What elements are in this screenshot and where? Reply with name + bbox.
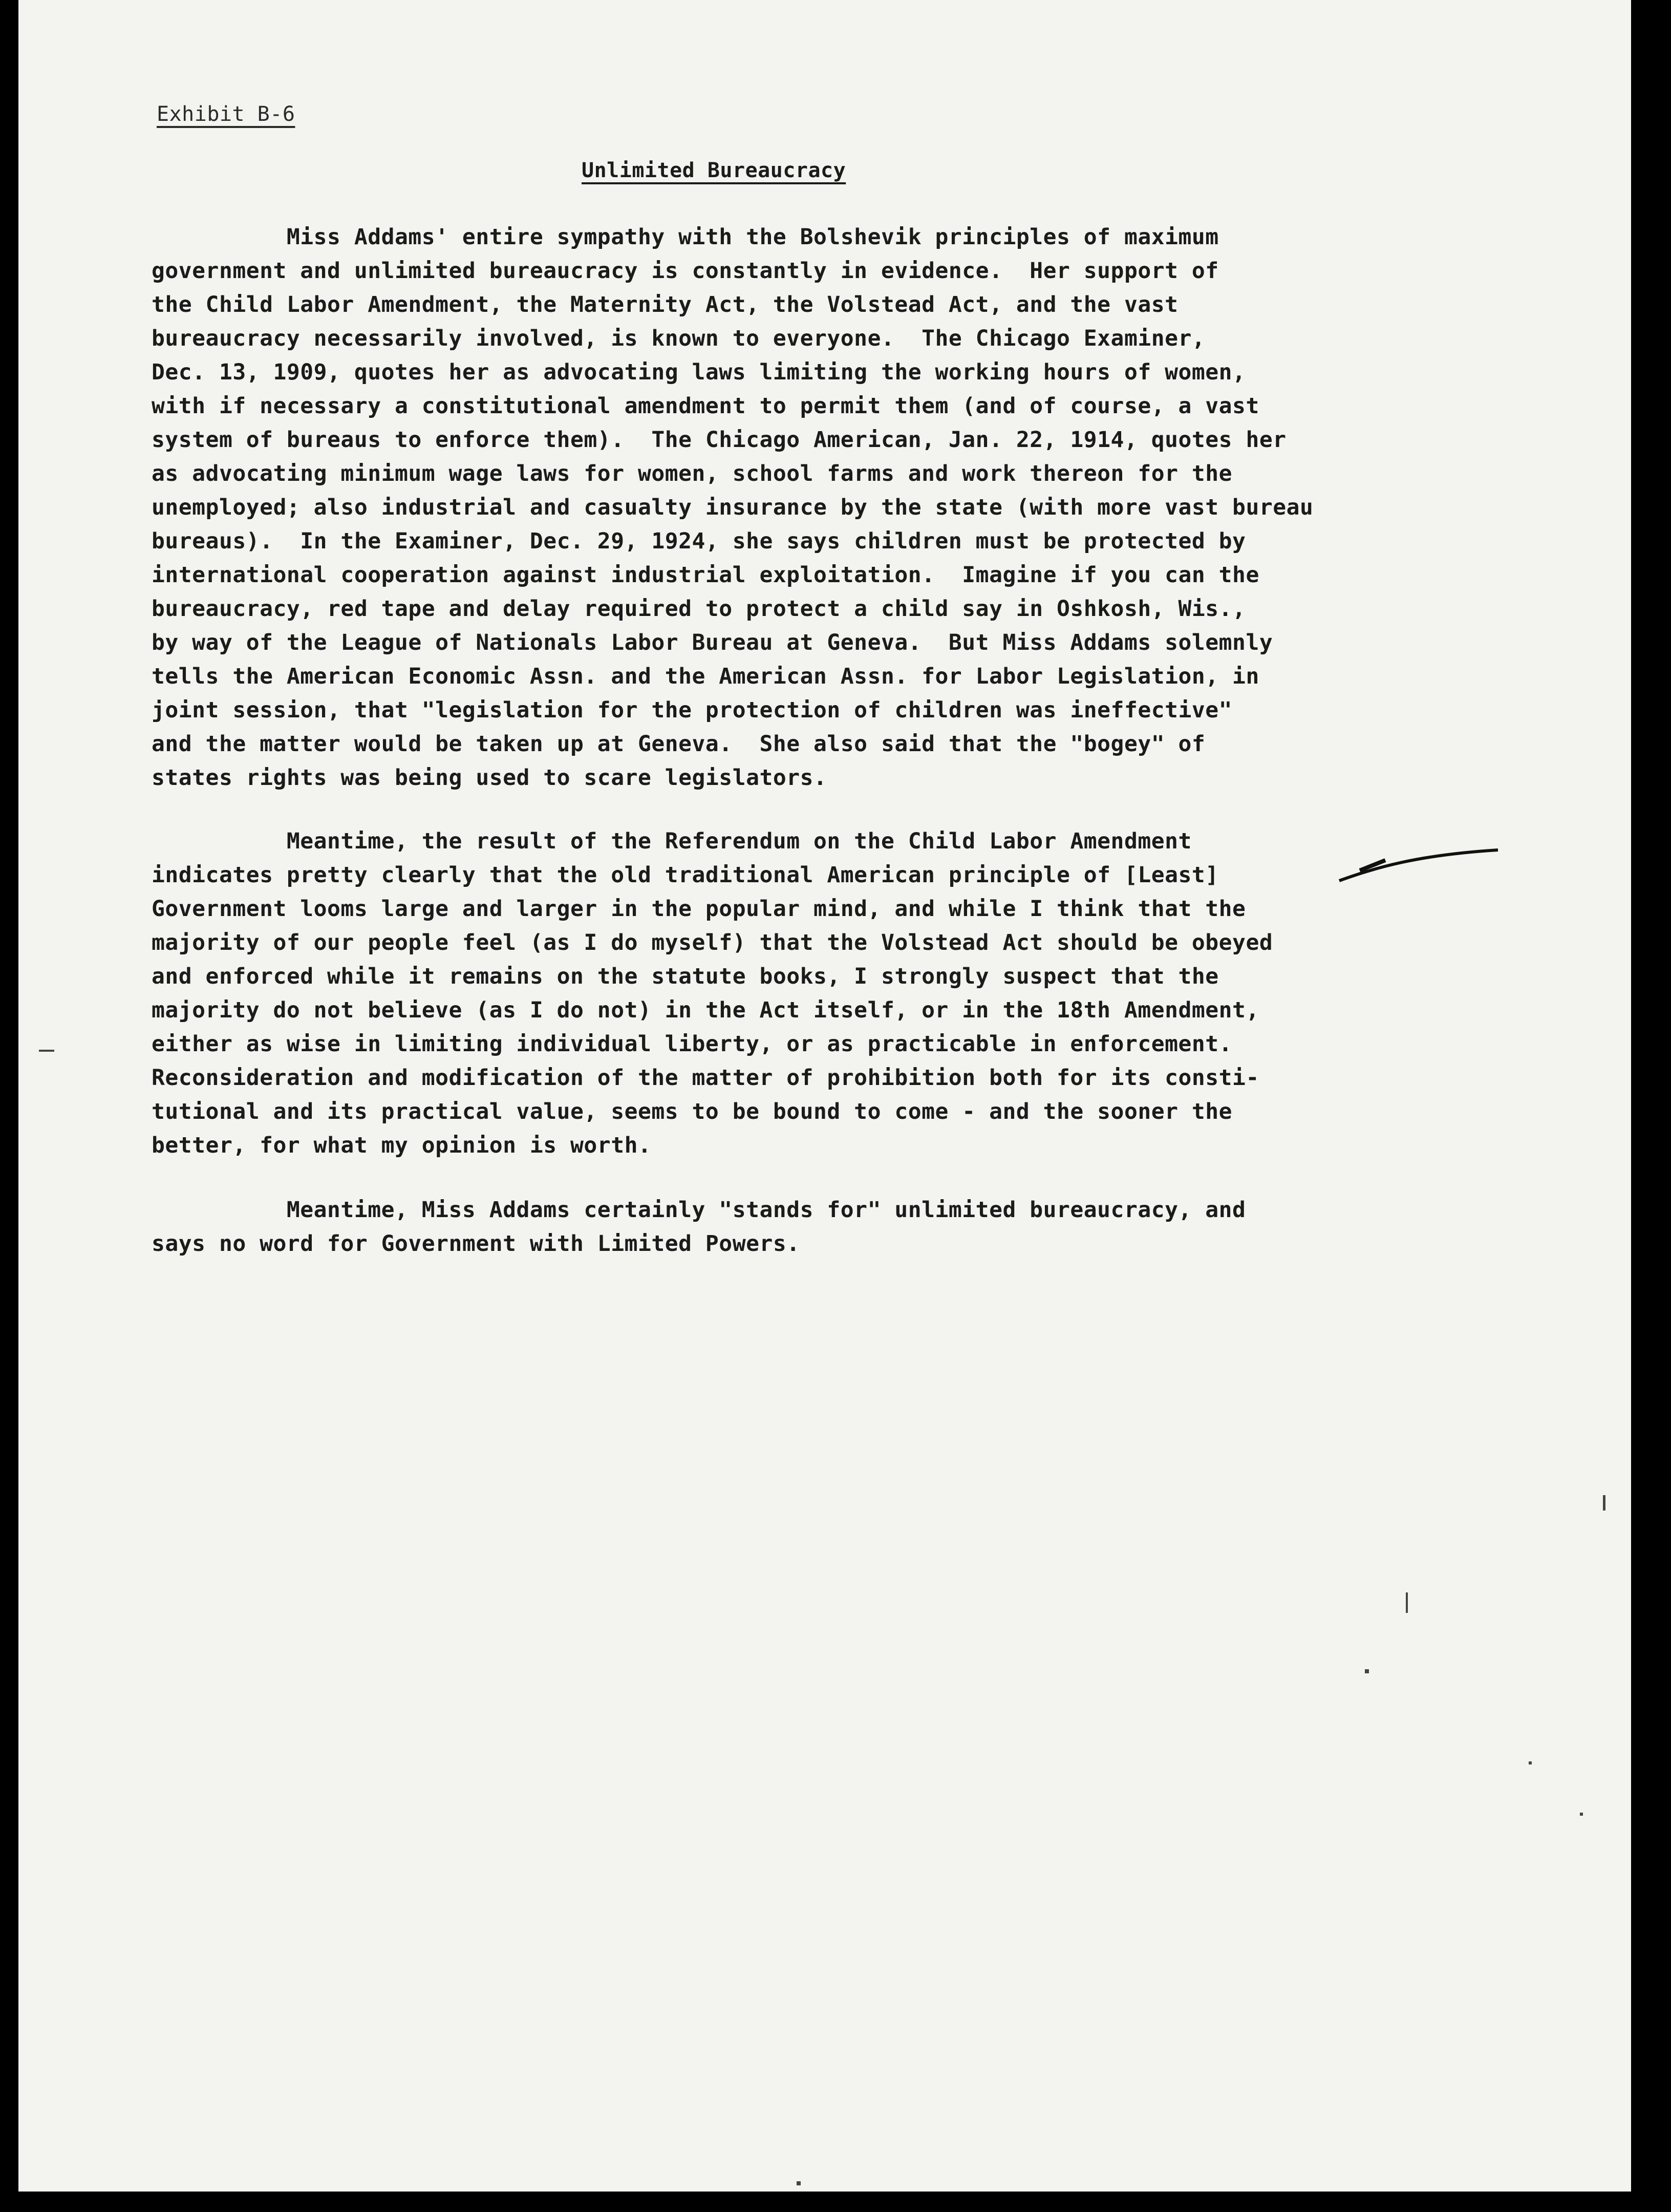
paragraph-line: Meantime, the result of the Referendum on the Child Labor Amendment (152, 828, 1192, 854)
paragraph-line: the Child Labor Amendment, the Maternity Act, the Volstead Act, and the vast (152, 292, 1179, 317)
scan-speck (1529, 1761, 1532, 1764)
paragraph-line: government and unlimited bureaucracy is constantly in evidence. Her support of (152, 258, 1219, 284)
paragraph-line: indicates pretty clearly that the old traditional American principle of [Least] (152, 862, 1219, 888)
paragraph-line: bureaus). In the Examiner, Dec. 29, 1924, she says children must be protected by (152, 528, 1246, 554)
paragraph-1 (152, 220, 1544, 795)
paragraph-line: states rights was being used to scare legislators. (152, 765, 827, 791)
paragraph-3 (152, 1193, 1544, 1261)
paragraph-line: Miss Addams' entire sympathy with the Bolshevik principles of maximum (152, 224, 1219, 250)
paragraph-line: international cooperation against industrial exploitation. Imagine if you can the (152, 562, 1259, 588)
paragraph-line: unemployed; also industrial and casualty insurance by the state (with more vast bureau (152, 495, 1314, 520)
paragraph-line: better, for what my opinion is worth. (152, 1133, 652, 1158)
scan-speck (1406, 1592, 1408, 1613)
scan-speck (1603, 1495, 1605, 1511)
paragraph-line: bureaucracy necessarily involved, is known to everyone. The Chicago Examiner, (152, 326, 1206, 351)
scan-speck (797, 2181, 801, 2185)
paragraph-line: as advocating minimum wage laws for women, school farms and work thereon for the (152, 461, 1233, 486)
paragraph-line: tutional and its practical value, seems to be bound to come - and the sooner the (152, 1099, 1233, 1124)
paragraph-line: and enforced while it remains on the statute books, I strongly suspect that the (152, 964, 1219, 989)
exhibit-label: Exhibit B-6 (157, 102, 295, 126)
paragraph-line: Meantime, Miss Addams certainly "stands for" unlimited bureaucracy, and (152, 1197, 1246, 1223)
scan-speck (39, 1050, 54, 1052)
paragraph-line: either as wise in limiting individual liberty, or as practicable in enforcement. (152, 1031, 1233, 1057)
paragraph-line: with if necessary a constitutional amendment to permit them (and of course, a vast (152, 393, 1259, 419)
paragraph-line: says no word for Government with Limited Powers. (152, 1231, 800, 1257)
document-title: Unlimited Bureaucracy (582, 159, 846, 182)
paragraph-line: majority do not believe (as I do not) in the Act itself, or in the 18th Amendment, (152, 997, 1259, 1023)
paragraph-line: bureaucracy, red tape and delay required to protect a child say in Oshkosh, Wis., (152, 596, 1246, 622)
scan-speck (1580, 1813, 1583, 1816)
handwritten-correction-mark (1329, 840, 1503, 896)
scan-speck (1365, 1669, 1369, 1673)
paragraph-line: tells the American Economic Assn. and the American Assn. for Labor Legislation, in (152, 664, 1259, 689)
paragraph-line: system of bureaus to enforce them). The Chicago American, Jan. 22, 1914, quotes her (152, 427, 1287, 453)
paragraph-line: Government looms large and larger in the popular mind, and while I think that the (152, 896, 1246, 922)
paragraph-line: joint session, that "legislation for the protection of children was ineffective" (152, 697, 1233, 723)
paragraph-line: and the matter would be taken up at Geneva. She also said that the "bogey" of (152, 731, 1206, 757)
document-page (18, 0, 1631, 2192)
paragraph-line: Reconsideration and modification of the matter of prohibition both for its consti- (152, 1065, 1259, 1091)
paragraph-line: by way of the League of Nationals Labor Bureau at Geneva. But Miss Addams solemnly (152, 630, 1273, 655)
paragraph-line: majority of our people feel (as I do myself) that the Volstead Act should be obeyed (152, 930, 1273, 955)
paragraph-line: Dec. 13, 1909, quotes her as advocating laws limiting the working hours of women, (152, 359, 1246, 385)
